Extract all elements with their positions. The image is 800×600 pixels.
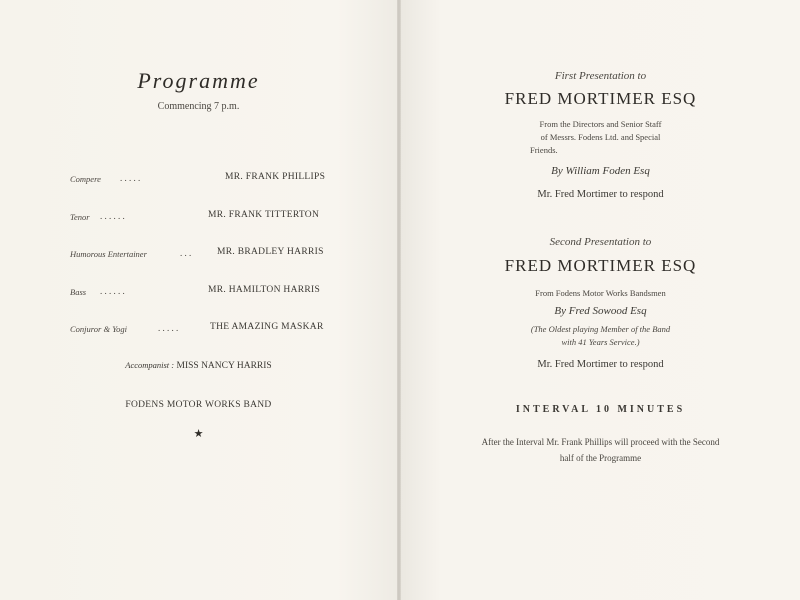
performer-row-bass [70,285,330,299]
performer-role: Humorous Entertainer [70,249,147,259]
first-presentation-recipient: FRED MORTIMER ESQ [504,89,697,108]
dot-leader: . . . . . [158,323,179,333]
second-presentation-label: Second Presentation to [549,236,652,248]
first-from-line-2: of Messrs. Fodens Ltd. and Special [540,132,661,142]
after-interval-line-2: half of the Programme [559,453,642,463]
accompanist-name: MISS NANCY HARRIS [176,361,272,371]
performer-row-tenor [70,210,330,224]
performer-name: MR. FRANK PHILLIPS [225,172,326,182]
programme-title: Programme [137,68,260,93]
dot-leader: . . . . . . [100,211,125,221]
performer-row-humorous-entertainer [70,247,330,261]
programme-subtitle: Commencing 7 p.m. [157,101,240,112]
accompanist-label: Accompanist : [125,360,175,370]
performer-name: MR. BRADLEY HARRIS [217,247,324,257]
dot-leader: . . . [180,248,192,258]
performer-role: Compere [70,174,101,184]
interval-heading: INTERVAL 10 MINUTES [515,404,686,415]
second-respond: Mr. Fred Mortimer to respond [537,359,664,370]
performer-name: MR. FRANK TITTERTON [208,210,320,220]
performer-role: Conjuror & Yogi [70,324,128,334]
performer-row-conjuror [70,322,330,336]
after-interval-line-1: After the Interval Mr. Frank Phillips will proceed with the Second [481,437,720,447]
dot-leader: . . . . . [120,173,141,183]
accompanist-line [0,360,397,371]
star-icon: ★ [193,428,204,440]
second-presentation-recipient: FRED MORTIMER ESQ [504,256,697,275]
first-presented-by: By William Foden Esq [551,165,650,177]
band-name: FODENS MOTOR WORKS BAND [125,400,272,410]
performer-row-compere [70,172,330,186]
performer-role: Bass [70,287,87,297]
first-from-line-3: Friends. [530,145,558,155]
dot-leader: . . . . . . [100,286,125,296]
first-presentation-label: First Presentation to [554,70,647,82]
second-presented-by: By Fred Sowood Esq [554,305,647,317]
second-from-line: From Fodens Motor Works Bandsmen [535,288,666,298]
second-note-line-1: (The Oldest playing Member of the Band [530,324,671,334]
first-respond: Mr. Fred Mortimer to respond [537,189,664,200]
second-note-line-2: with 41 Years Service.) [561,337,640,347]
performer-name: THE AMAZING MASKAR [210,322,324,332]
first-from-line-1: From the Directors and Senior Staff [539,119,662,129]
performer-name: MR. HAMILTON HARRIS [208,285,321,295]
performer-role: Tenor [70,212,90,222]
